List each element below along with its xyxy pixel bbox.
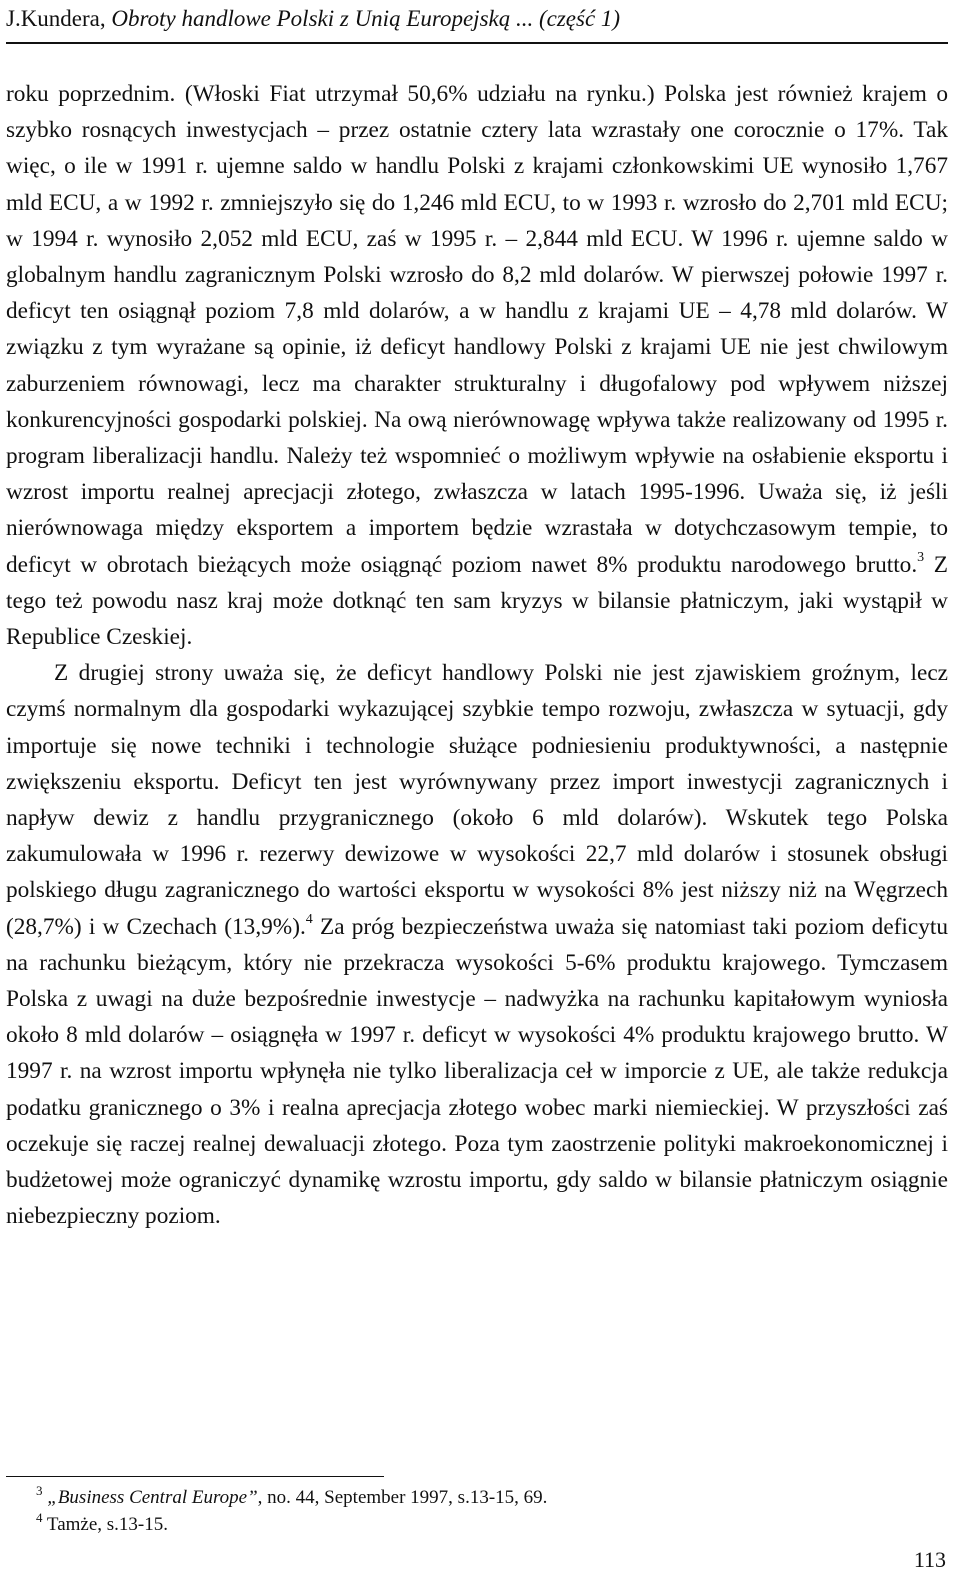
paragraph-1 [6,76,948,655]
paragraph-2-text: Z drugiej strony uważa się, że deficyt handlowy Polski nie jest zjawiskiem groźnym, lecz czymś normalnym dla gospodarki wykazującej szybkie tempo rozwoju, zwłaszcza w sytuacji, gdy importuje się nowe techniki i technologie służące podniesieniu produktywności, a następnie zwiększeniu eksportu. Deficyt ten jest wyrównywany przez import inwestycji zagranicznych i napływ dewiz z handlu przygranicznego (około 6 mld dolarów). Wskutek tego Polska zakumulowała w 1996 r. rezerwy dewizowe w wysokości 22,7 mld dolarów i stosunek obsługi polskiego długu zagranicznego do wartości eksportu w wysokości 8% jest niższy niż na Węgrzech (28,7%) i w Czechach (13,9%). [6,660,948,940]
footnote-rule [6,1476,384,1477]
footnote-text: Tamże, s.13-15. [46,1514,169,1535]
paragraph-2 [6,655,948,1234]
paragraph-1-text: roku poprzednim. (Włoski Fiat utrzymał 50,6% udziału na rynku.) Polska jest również krajem o szybko rosnących inwestycjach – przez ostatnie cztery lata wzrastały one corocznie o 17%. Tak więc, o ile w 1991 r. ujemne saldo w handlu Polski z krajami członkowskimi UE wynosiło 1,767 mld ECU, a w 1992 r. zmniejszyło się do 1,246 mld ECU, to w 1993 r. wzrosło do 2,701 mld ECU; w 1994 r. wynosiło 2,052 mld ECU, zaś w 1995 r. – 2,844 mld ECU. W 1996 r. ujemne saldo w globalnym handlu zagranicznym Polski wzrosło do 8,2 mld dolarów. W pierwszej połowie 1997 r. deficyt ten osiągnął poziom 7,8 mld dolarów, a w handlu z krajami UE – 4,78 mld dolarów. W związku z tym wyrażane są opinie, iż deficyt handlowy Polski z krajami UE nie jest chwilowym zaburzeniem równowagi, lecz ma charakter strukturalny i długofalowy pod wpływem niższej konkurencyjności gospodarki polskiej. Na ową nierównowagę wpływa także realizowany od 1995 r. program liberalizacji handlu. Należy też wspomnieć o możliwym wpływie na osłabienie eksportu i wzrost importu realnej aprecjacji złotego, zwłaszcza w latach 1995-1996. Uważa się, iż jeśli nierównowaga między eksportem a importem będzie wzrastała w dotychczasowym tempie, to deficyt w obrotach bieżących może osiągnąć poziom nawet 8% produktu narodowego brutto. [6,81,948,578]
paragraph-2-end: Za próg bezpieczeństwa uważa się natomiast taki poziom deficytu na rachunku bieżącym, który nie przekracza wysokości 5-6% produktu krajowego. Tymczasem Polska z uwagi na duże bezpośrednie inwestycje – nadwyżka na rachunku kapitałowym wyniosła około 8 mld dolarów – osiągnęła w 1997 r. deficyt w wysokości 4% produktu krajowego brutto. W 1997 r. na wzrost importu wpłynęła nie tylko liberalizacja ceł w imporcie z UE, ale także redukcja podatku granicznego o 3% i realna aprecjacja złotego wobec marki niemieckiej. W przyszłości zaś oczekuje się raczej realnej dewaluacji złotego. Poza tym zaostrzenie polityki makroekonomicznej i budżetowej może ograniczyć dynamikę wzrostu importu, gdy saldo w bilansie płatniczym osiągnie niebezpieczny poziom. [6,913,949,1230]
footnote-ref-3: 3 [917,549,925,565]
footnote-ref-4: 4 [305,911,313,927]
footnote-3 [36,1484,936,1511]
footnotes [36,1484,936,1538]
footnote-text: , no. 44, September 1997, s.13-15, 69. [257,1487,548,1508]
footnote-source-title: „Business Central Europe” [47,1487,258,1508]
running-head-title: Obroty handlowe Polski z Unią Europejską ... (część 1) [111,6,621,31]
running-head [6,4,948,34]
paragraph-1-end: Z tego też powodu nasz kraj może dotknąć ten sam kryzys w bilansie płatniczym, jaki wystąpił w Republice Czeskiej. [6,551,948,651]
footnote-number: 3 [36,1482,43,1498]
footnote-4 [36,1511,936,1538]
body-text [6,76,948,1235]
page-number: 113 [913,1547,946,1572]
running-head-author: J.Kundera, [6,6,112,31]
footnote-number: 4 [36,1509,43,1525]
header-rule [6,42,948,44]
